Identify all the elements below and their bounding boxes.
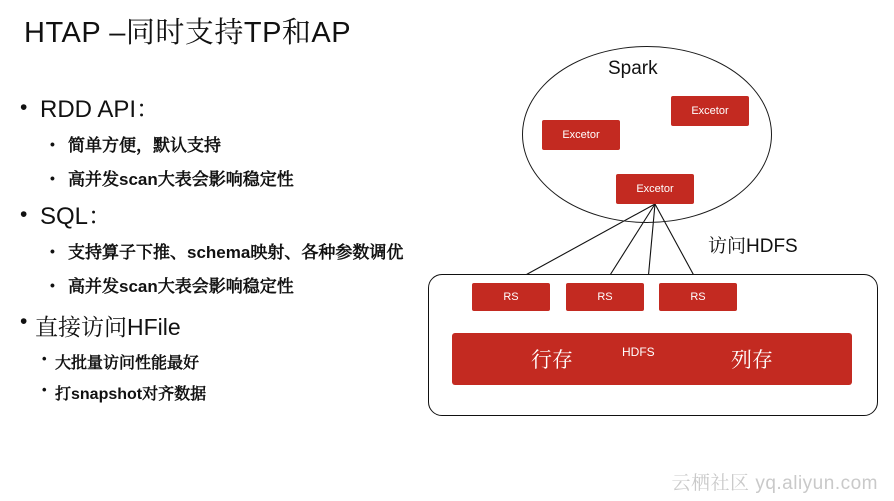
bullet-dot-icon: • — [42, 350, 47, 366]
store-bar-labels — [452, 333, 852, 385]
bullet-dot-icon: • — [50, 243, 55, 260]
bullet-dot-icon: • — [20, 309, 28, 333]
bullet-list — [20, 95, 420, 412]
bullet-level2-label: 大批量访问性能最好 — [55, 354, 200, 372]
bullet-level1-label: RDD API： — [40, 96, 161, 123]
bullet-level1-label: SQL： — [40, 203, 113, 231]
bullet-level2-label: 简单方便，默认支持 — [68, 136, 221, 155]
bullet-level2-item — [50, 134, 420, 159]
bullet-level2-label: 高并发scan大表会影响稳定性 — [68, 169, 294, 189]
bullet-level2-item — [50, 275, 420, 300]
executor-box: Excetor — [671, 96, 749, 126]
region-server-box: RS — [566, 283, 644, 311]
column-store-label: 列存 — [731, 349, 773, 372]
row-store-label: 行存 — [531, 349, 573, 372]
region-server-box: RS — [472, 283, 550, 311]
bullet-level2-label: 支持算子下推、schema映射、各种参数调优 — [68, 243, 404, 263]
spark-label: Spark — [608, 58, 658, 79]
bullet-level1-label: 直接访问HFile — [35, 313, 181, 340]
bullet-level2-label: 打snapshot对齐数据 — [55, 385, 207, 403]
bullet-dot-icon: • — [50, 169, 55, 186]
architecture-diagram — [418, 28, 888, 418]
store-bar — [452, 333, 852, 385]
bullet-level2-item — [42, 350, 420, 373]
bullet-level2-item — [42, 381, 420, 404]
bullet-level1-sql — [20, 202, 420, 232]
bullet-dot-icon: • — [50, 276, 55, 293]
bullet-dot-icon: • — [20, 203, 28, 227]
bullet-level2-label: 高并发scan大表会影响稳定性 — [68, 276, 294, 296]
hdfs-access-label: 访问HDFS — [708, 236, 798, 257]
bullet-level1-rdd-api — [20, 95, 420, 125]
hdfs-label: HDFS — [622, 345, 655, 359]
watermark: 云栖社区 yq.aliyun.com — [671, 473, 878, 494]
executor-box: Excetor — [542, 120, 620, 150]
bullet-level2-item — [50, 241, 420, 266]
bullet-dot-icon: • — [50, 136, 55, 152]
page-title: HTAP –同时支持TP和AP — [24, 17, 352, 49]
region-server-box: RS — [659, 283, 737, 311]
bullet-level1-hfile — [20, 309, 420, 342]
bullet-dot-icon: • — [20, 96, 28, 119]
bullet-level2-item — [50, 168, 420, 193]
bullet-dot-icon: • — [42, 381, 47, 397]
executor-box: Excetor — [616, 174, 694, 204]
